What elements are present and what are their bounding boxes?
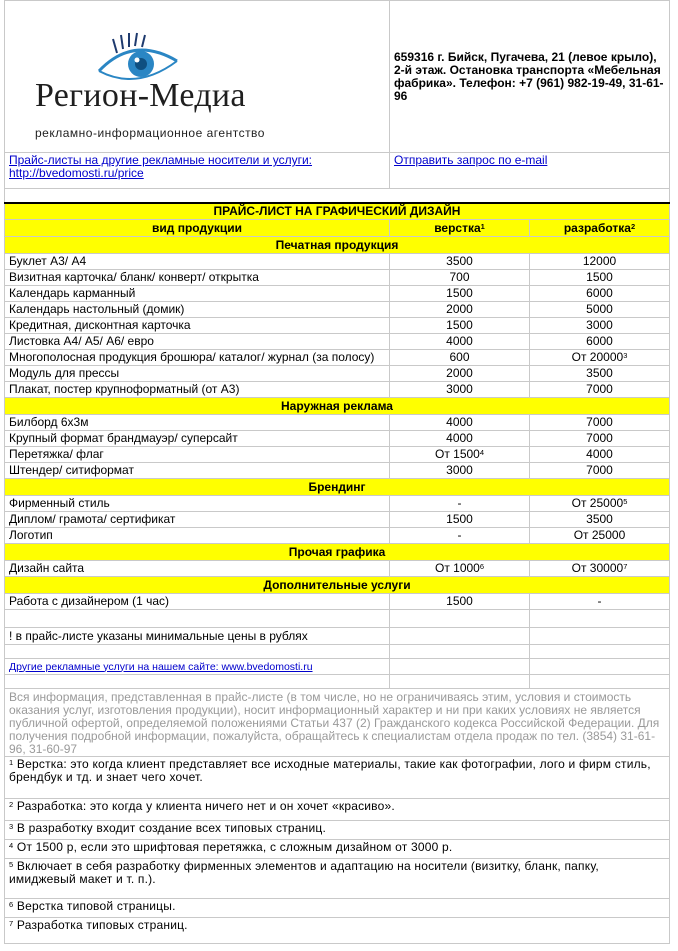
spacer-row (5, 189, 670, 203)
company-tagline: рекламно-информационное агентство (35, 126, 265, 140)
row-layout-price: 1500 (390, 594, 530, 610)
row-development-price: 6000 (530, 334, 670, 350)
row-layout-price: 1500 (390, 512, 530, 528)
footnote-ref: 3 (623, 351, 628, 360)
table-row (5, 496, 670, 512)
row-product-name: Модуль для прессы (5, 366, 390, 382)
table-row (5, 415, 670, 431)
row-product-name: Дизайн сайта (5, 561, 390, 577)
company-logo (5, 1, 385, 151)
row-layout-price: 2000 (390, 366, 530, 382)
row-development-price: 7000 (530, 463, 670, 479)
row-product-name: Диплом/ грамота/ сертификат (5, 512, 390, 528)
row-layout-price: 1500 (390, 318, 530, 334)
row-development-price: От 25000 (530, 528, 670, 544)
section-title: Брендинг (5, 479, 670, 496)
row-development-price: 7000 (530, 382, 670, 398)
row-layout-price: 3500 (390, 254, 530, 270)
row-layout-price: 4000 (390, 415, 530, 431)
table-row (5, 447, 670, 463)
row-product-name: Календарь настольный (домик) (5, 302, 390, 318)
row-product-name: Логотип (5, 528, 390, 544)
row-layout-price: - (390, 528, 530, 544)
footnote-5: $^5$ Включает в себя разработку фирменных элементов и адаптацию на носители (визитку, бланк, папку, имиджевый макет и т. п.). (5, 859, 670, 899)
row-product-name: Буклет А3/ А4 (5, 254, 390, 270)
other-services-link[interactable]: Другие рекламные услуги на нашем сайте: www.bvedomosti.ru (9, 660, 313, 673)
row-product-name: Билборд 6х3м (5, 415, 390, 431)
logo-cell (5, 1, 390, 153)
row-product-name: Штендер/ ситиформат (5, 463, 390, 479)
legal-disclaimer: Вся информация, представленная в прайс-листе (в том числе, но не ограничиваясь этим, условия и стоимость оказания услуг, изготовления продукции), носит информационный характер и ни при каких условиях не является публичной офертой, определяемой положениями Статьи 437 (2) Гражданского кодекса Российской Федерации. Для получения подробной информации, пожалуйста, обращайтесь к специалистам отдела продаж по тел. (3854) 31-61-96, 31-60-97 (5, 689, 670, 757)
row-development-price: 3000 (530, 318, 670, 334)
row-product-name: Перетяжка/ флаг (5, 447, 390, 463)
row-development-price: От 20000$^3$ (530, 350, 670, 366)
section-title: Прочая графика (5, 544, 670, 561)
email-request-link[interactable]: Отправить запрос по e-mail (394, 153, 548, 167)
section-title: Печатная продукция (5, 237, 670, 254)
other-services-cell (5, 659, 390, 675)
row-layout-price: 1500 (390, 286, 530, 302)
row-layout-price: - (390, 496, 530, 512)
table-row (5, 561, 670, 577)
table-row (5, 594, 670, 610)
row-layout-price: 3000 (390, 382, 530, 398)
row-development-price: 7000 (530, 431, 670, 447)
table-row (5, 463, 670, 479)
price-lists-link[interactable]: Прайс-листы на другие рекламные носители и услуги: (9, 153, 313, 167)
table-row (5, 270, 670, 286)
header-development: разработка$^2$ (530, 220, 670, 237)
footnote-6: $^6$ Верстка типовой страницы. (5, 899, 670, 918)
table-row (5, 512, 670, 528)
row-development-price: 3500 (530, 512, 670, 528)
row-layout-price: 700 (390, 270, 530, 286)
row-layout-price: От 1000$^6$ (390, 561, 530, 577)
table-row (5, 334, 670, 350)
row-development-price: 12000 (530, 254, 670, 270)
price-lists-links (5, 153, 390, 189)
email-request-cell (390, 153, 670, 189)
footnote-ref: 4 (479, 448, 485, 457)
row-product-name: Многополосная продукция брошюра/ каталог/ журнал (за полосу) (5, 350, 390, 366)
footnote-4: $^4$ От 1500 р, если это шрифтовая перетяжка, с сложным дизайном от 3000 р. (5, 840, 670, 859)
price-list-title: ПРАЙС-ЛИСТ НА ГРАФИЧЕСКИЙ ДИЗАЙН (5, 203, 670, 220)
row-development-price: 7000 (530, 415, 670, 431)
row-product-name: Кредитная, дисконтная карточка (5, 318, 390, 334)
row-development-price: От 30000$^7$ (530, 561, 670, 577)
row-layout-price: 600 (390, 350, 530, 366)
table-row (5, 318, 670, 334)
table-row (5, 382, 670, 398)
row-development-price: 5000 (530, 302, 670, 318)
section-title: Наружная реклама (5, 398, 670, 415)
table-row (5, 366, 670, 382)
row-layout-price: 4000 (390, 334, 530, 350)
row-layout-price: 4000 (390, 431, 530, 447)
row-layout-price: 2000 (390, 302, 530, 318)
footnote-7: $^7$ Разработка типовых страниц. (5, 918, 670, 944)
row-product-name: Крупный формат брандмауэр/ суперсайт (5, 431, 390, 447)
footnote-3: $^3$ В разработку входит создание всех типовых страниц. (5, 821, 670, 840)
table-row (5, 528, 670, 544)
price-table (4, 0, 670, 944)
row-development-price: - (530, 594, 670, 610)
row-development-price: От 25000$^5$ (530, 496, 670, 512)
footnote-2: $^2$ Разработка: это когда у клиента ничего нет и он хочет «красиво». (5, 799, 670, 821)
row-product-name: Календарь карманный (5, 286, 390, 302)
row-development-price: 6000 (530, 286, 670, 302)
header-layout: верстка$^1$ (390, 220, 530, 237)
table-row (5, 431, 670, 447)
company-address: 659316 г. Бийск, Пугачева, 21 (левое крыло), 2-й этаж. Остановка транспорта «Мебельная фабрика». Телефон: +7 (961) 982-19-49, 31-61-96 (390, 1, 670, 153)
footnote-ref: 5 (623, 497, 628, 506)
section-title: Дополнительные услуги (5, 577, 670, 594)
table-row (5, 286, 670, 302)
table-row (5, 254, 670, 270)
min-prices-note: ! в прайс-листе указаны минимальные цены в рублях (5, 628, 390, 645)
header-product: вид продукции (5, 220, 390, 237)
table-row (5, 350, 670, 366)
footnote-ref: 6 (479, 562, 485, 571)
row-product-name: Листовка А4/ А5/ А6/ евро (5, 334, 390, 350)
row-product-name: Плакат, постер крупноформатный (от А3) (5, 382, 390, 398)
company-name: Регион-Медиа (35, 77, 246, 114)
row-layout-price: 3000 (390, 463, 530, 479)
row-layout-price: От 1500$^4$ (390, 447, 530, 463)
row-development-price: 3500 (530, 366, 670, 382)
row-development-price: 4000 (530, 447, 670, 463)
price-lists-url[interactable]: http://bvedomosti.ru/price (9, 166, 144, 180)
row-product-name: Фирменный стиль (5, 496, 390, 512)
row-product-name: Визитная карточка/ бланк/ конверт/ открытка (5, 270, 390, 286)
row-development-price: 1500 (530, 270, 670, 286)
row-product-name: Работа с дизайнером (1 час) (5, 594, 390, 610)
footnote-1: $^1$ Верстка: это когда клиент представляет все исходные материалы, такие как фотографии, лого и фирм стиль, брендбук и тд. и знает чего хочет. (5, 757, 670, 799)
footnote-ref: 7 (623, 562, 628, 571)
table-row (5, 302, 670, 318)
